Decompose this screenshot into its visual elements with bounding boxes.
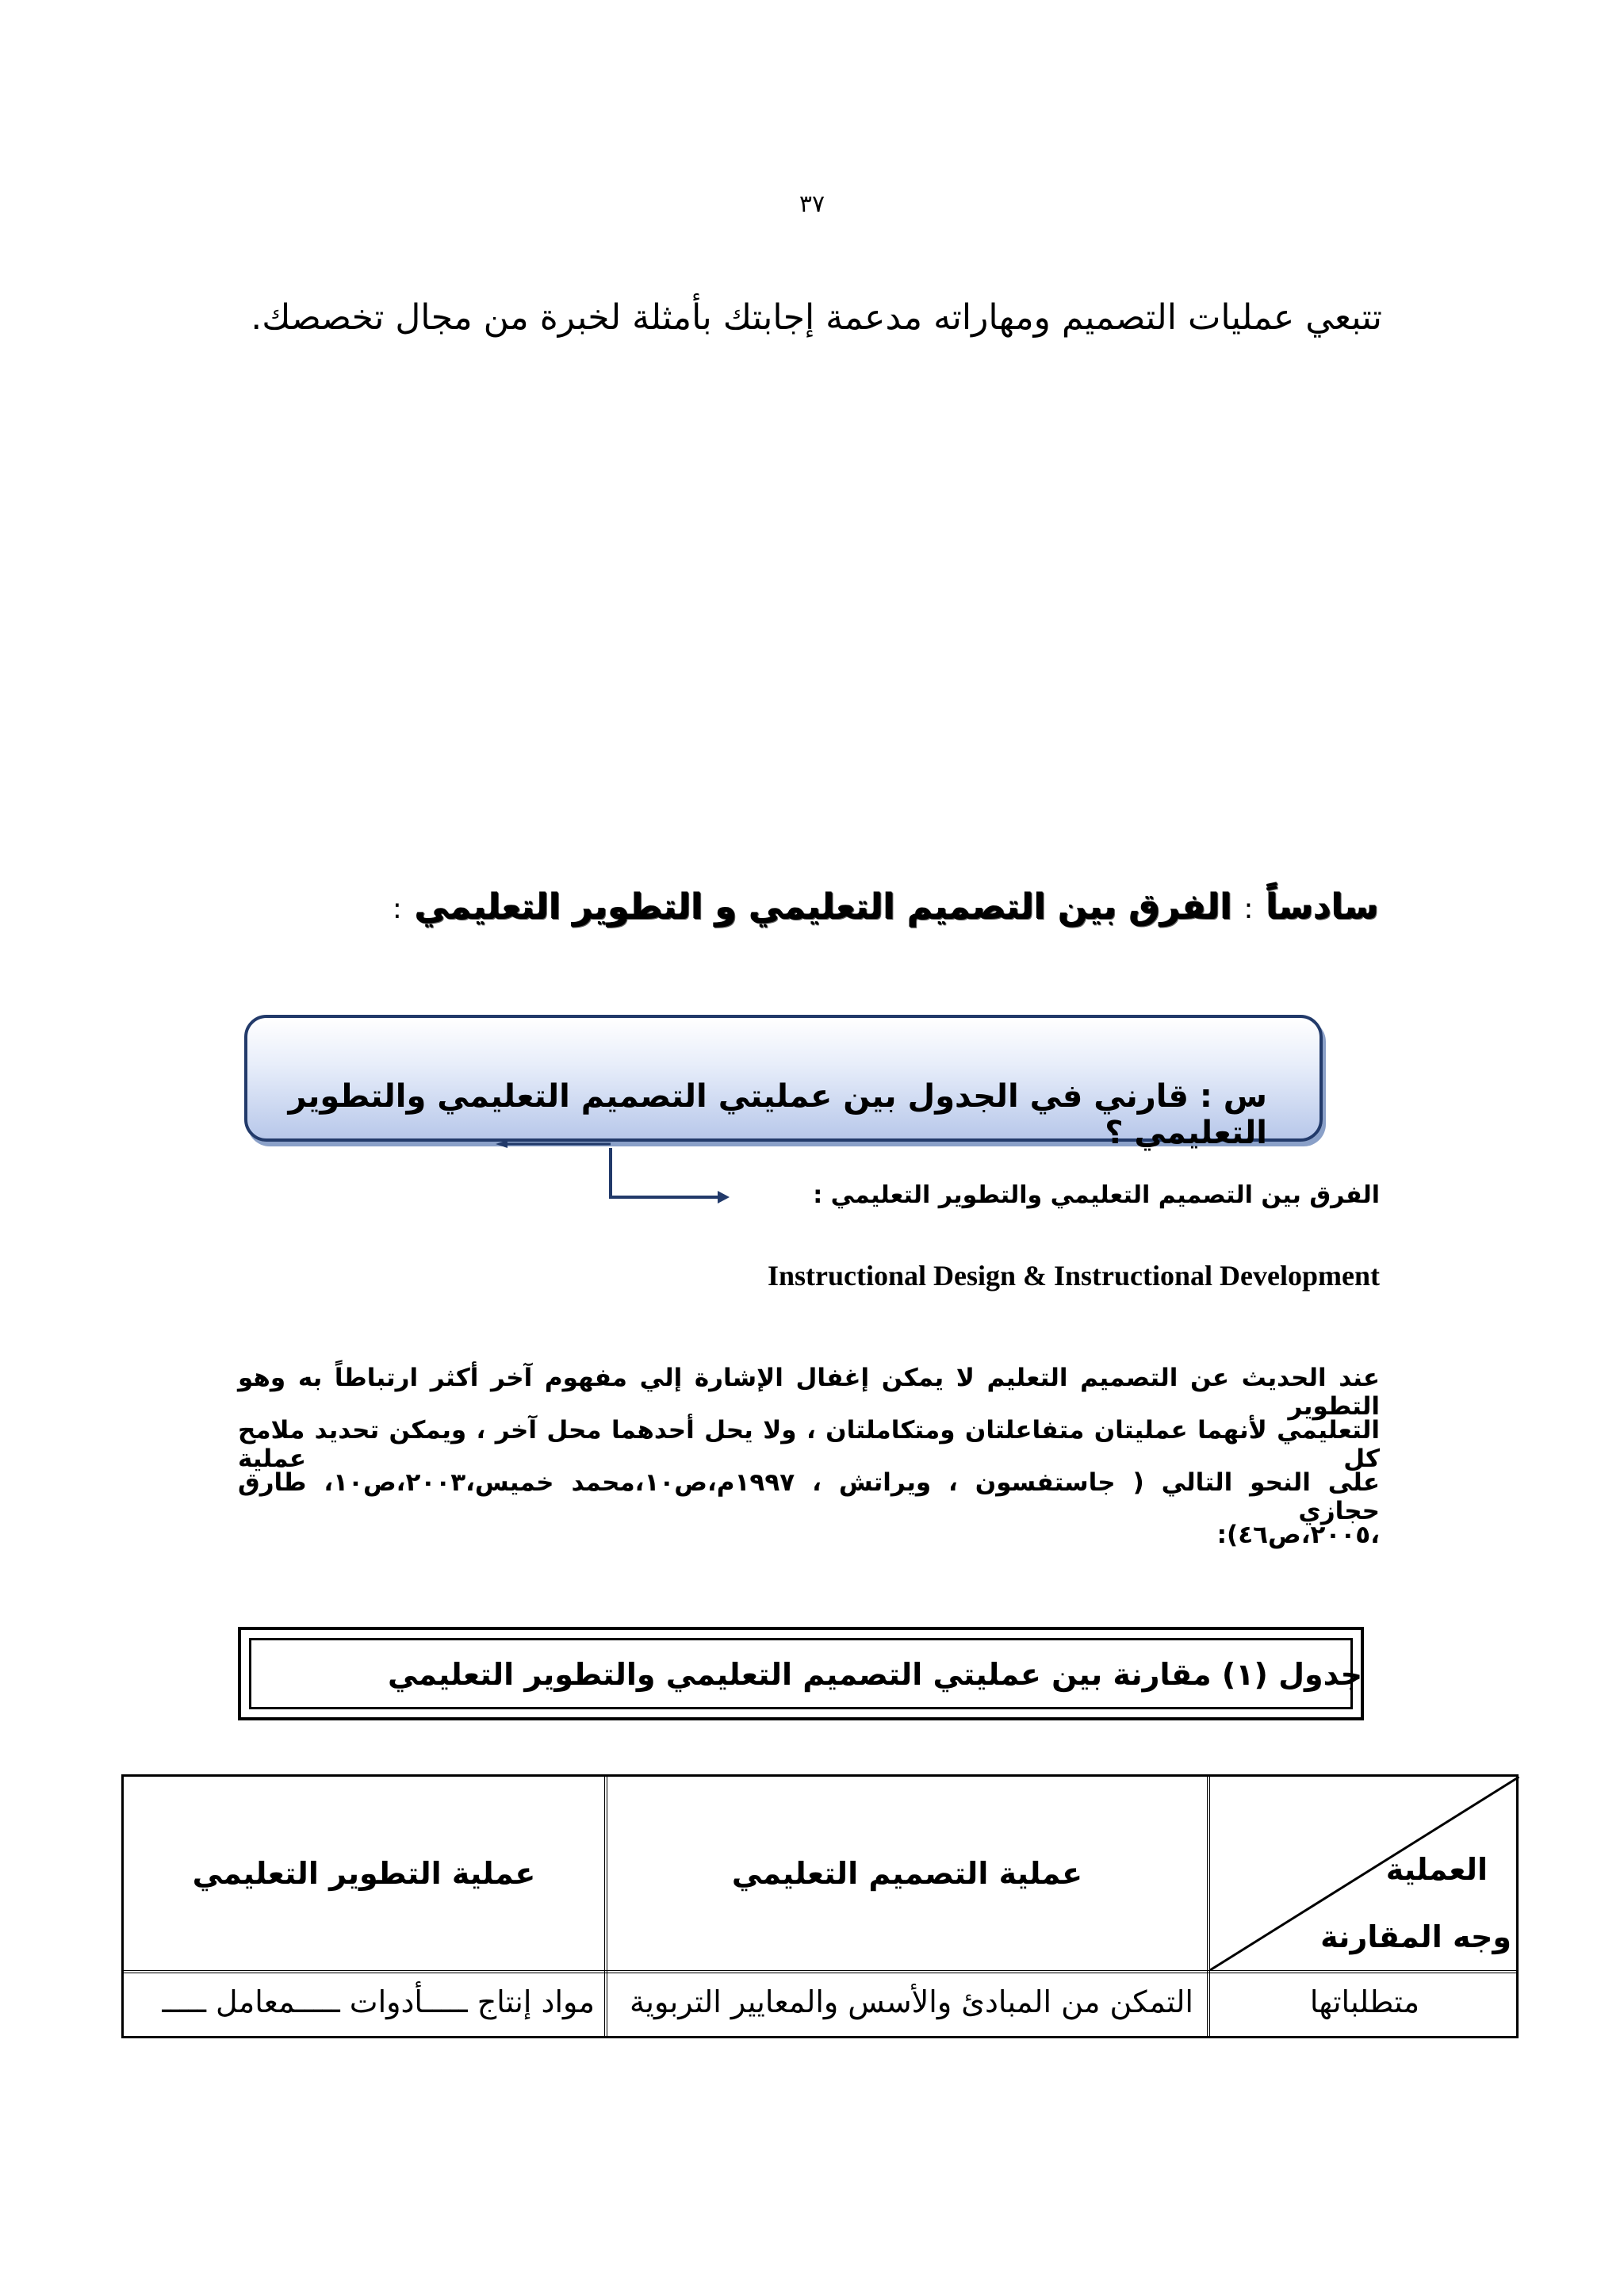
row-development-requirements: مواد إنتاج ـــــأدوات ـــــمعامل ـــــ bbox=[162, 1984, 595, 2019]
section-trailing-colon: : bbox=[392, 893, 402, 925]
intro-line: تتبعي عمليات التصميم ومهاراته مدعمة إجابتك بأمثلة لخبرة من مجال تخصصك. bbox=[251, 297, 1382, 338]
row-design-requirements: التمكن من المبادئ والأسس والمعايير التربوية bbox=[630, 1984, 1193, 2019]
english-subtitle: Instructional Design & Instructional Development bbox=[768, 1260, 1380, 1292]
paragraph-line-1: عند الحديث عن التصميم التعليم لا يمكن إغفال الإشارة إلي مفهوم آخر أكثر ارتباطاً به وهو التطوير bbox=[238, 1364, 1380, 1421]
paragraph-line-2: التعليمي لأنهما عمليتان متفاعلتان ومتكاملتان ، ولا يحل أحدهما محل آخر ، ويمكن تحديد ملامح كل عملية bbox=[238, 1416, 1380, 1473]
header-corner-process: العملية bbox=[1385, 1852, 1488, 1887]
section-heading bbox=[220, 886, 1378, 927]
header-development-process: عملية التطوير التعليمي bbox=[192, 1856, 536, 1891]
comparison-table bbox=[121, 1774, 1519, 2038]
paragraph-line-3: على النحو التالي ( جاستفسون ، ويراتش ، ١٩٩٧م،ص١٠،محمد خميس،٢٠٠٣،ص١٠، طارق حجازي bbox=[238, 1468, 1380, 1525]
question-text: س : قارني في الجدول بين عمليتي التصميم التعليمي والتطوير التعليمي ؟ bbox=[288, 1078, 1267, 1151]
section-separator: : bbox=[1243, 893, 1254, 925]
header-corner-comparison: وجه المقارنة bbox=[1320, 1919, 1511, 1954]
section-title: الفرق بين التصميم التعليمي و التطوير التعليمي bbox=[414, 886, 1232, 927]
table-caption: جدول (١) مقارنة بين عمليتي التصميم التعليمي والتطوير التعليمي bbox=[387, 1657, 1362, 1692]
table-row-divider bbox=[124, 1970, 1516, 1973]
sub-heading: الفرق بين التصميم التعليمي والتطوير التعليمي : bbox=[813, 1181, 1380, 1209]
page-number: ٣٧ bbox=[799, 190, 825, 218]
paragraph-line-4: ،٢٠٠٥،ص٤٦): bbox=[1216, 1521, 1380, 1549]
section-number: سادساً bbox=[1265, 886, 1378, 927]
row-label-requirements: متطلباتها bbox=[1309, 1984, 1420, 2019]
header-design-process: عملية التصميم التعليمي bbox=[731, 1856, 1083, 1891]
